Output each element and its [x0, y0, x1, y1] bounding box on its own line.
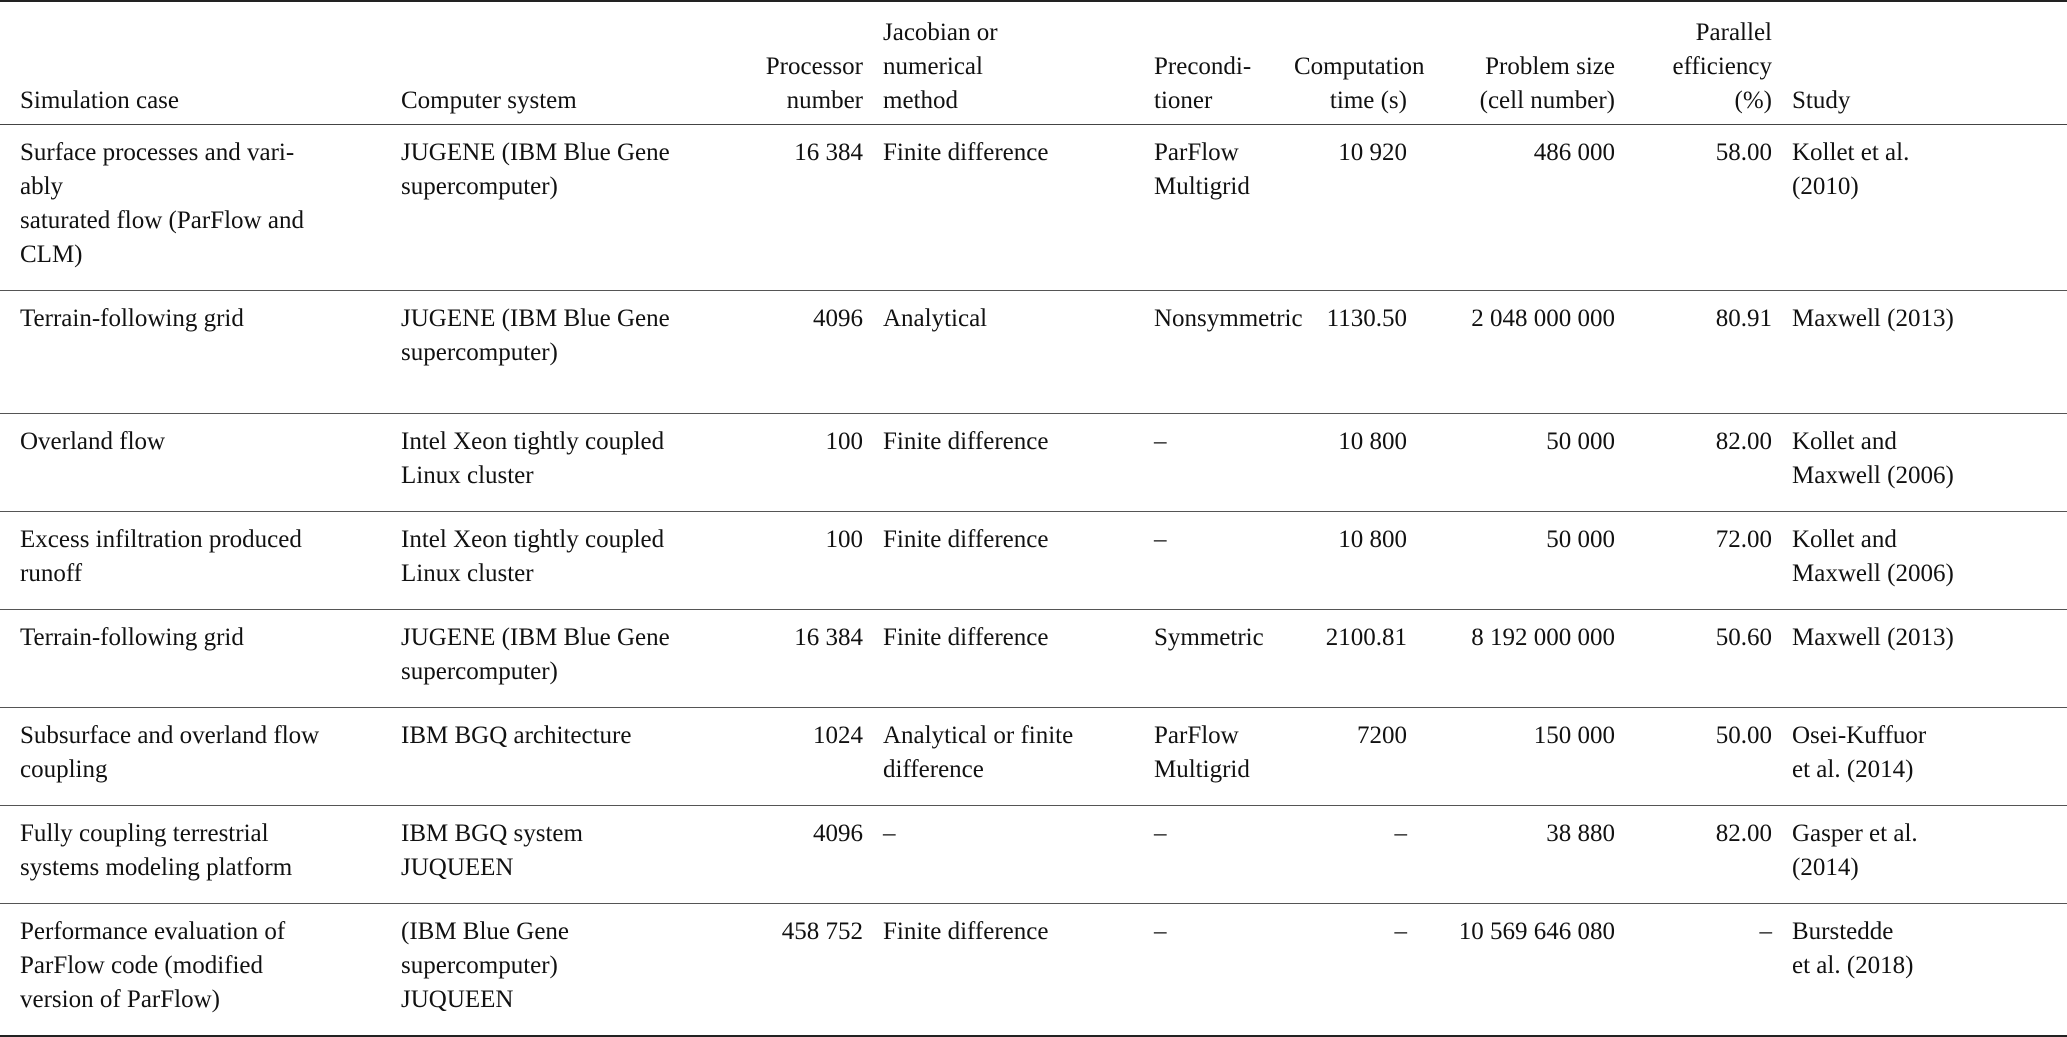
cell-computation-time: 7200 [1357, 721, 1407, 749]
cell-problem-size: 2 048 000 000 [1471, 304, 1615, 332]
cell-processor-number: 4096 [813, 819, 863, 847]
header-study: Study [1792, 86, 1851, 114]
cell-computer-system: IBM BGQ architecture [401, 721, 632, 749]
cell-computer-system: JUGENE (IBM Blue Gene supercomputer) [401, 138, 670, 200]
table-row [0, 609, 2067, 707]
cell-simulation-case: Excess infiltration produced runoff [20, 525, 302, 587]
cell-parallel-efficiency: 80.91 [1715, 304, 1772, 332]
cell-simulation-case: Terrain-following grid [20, 623, 244, 651]
cell-method: Finite difference [883, 138, 1049, 166]
header-method: Jacobian or numerical method [883, 18, 998, 114]
cell-computer-system: (IBM Blue Gene supercomputer) JUQUEEN [401, 917, 570, 1013]
cell-study: Maxwell (2013) [1792, 623, 1954, 651]
header-processor-number: Processor number [765, 52, 863, 114]
cell-preconditioner: ParFlow Multigrid [1154, 721, 1250, 783]
cell-problem-size: 38 880 [1546, 819, 1615, 847]
cell-preconditioner: Nonsymmetric [1154, 304, 1303, 332]
cell-computer-system: IBM BGQ system JUQUEEN [401, 819, 583, 881]
cell-processor-number: 1024 [813, 721, 863, 749]
cell-parallel-efficiency: 72.00 [1715, 525, 1772, 553]
header-parallel-efficiency: Parallel efficiency (%) [1672, 18, 1772, 114]
cell-processor-number: 16 384 [794, 623, 863, 651]
cell-processor-number: 100 [825, 427, 863, 455]
cell-study: Maxwell (2013) [1792, 304, 1954, 332]
cell-processor-number: 458 752 [781, 917, 863, 945]
cell-parallel-efficiency: 50.00 [1715, 721, 1772, 749]
cell-method: Finite difference [883, 427, 1049, 455]
cell-problem-size: 486 000 [1533, 138, 1615, 166]
cell-study: Kollet et al. (2010) [1792, 138, 1910, 200]
table-row [0, 413, 2067, 511]
cell-computation-time: 1130.50 [1326, 304, 1407, 332]
cell-parallel-efficiency: 82.00 [1715, 427, 1772, 455]
cell-computer-system: Intel Xeon tightly coupled Linux cluster [401, 525, 665, 587]
cell-study: Kollet and Maxwell (2006) [1792, 525, 1954, 587]
cell-preconditioner: ParFlow Multigrid [1154, 138, 1250, 200]
table-row [0, 903, 2067, 1036]
cell-study: Kollet and Maxwell (2006) [1792, 427, 1954, 489]
cell-computation-time: 10 800 [1338, 427, 1407, 455]
cell-study: Osei-Kuffuor et al. (2014) [1792, 721, 1927, 783]
header-preconditioner: Precondi- tioner [1154, 52, 1252, 114]
cell-processor-number: 16 384 [794, 138, 863, 166]
header-row [0, 1, 2067, 124]
header-computer-system: Computer system [401, 86, 577, 114]
cell-parallel-efficiency: – [1759, 917, 1772, 945]
cell-parallel-efficiency: 58.00 [1715, 138, 1772, 166]
header-problem-size: Problem size (cell number) [1479, 52, 1615, 114]
cell-problem-size: 50 000 [1546, 427, 1615, 455]
cell-method: Finite difference [883, 917, 1049, 945]
cell-simulation-case: Surface processes and vari- ably saturated flow (ParFlow and CLM) [20, 138, 304, 268]
cell-computation-time: – [1394, 819, 1407, 847]
cell-parallel-efficiency: 50.60 [1715, 623, 1772, 651]
cell-problem-size: 50 000 [1546, 525, 1615, 553]
cell-preconditioner: – [1154, 427, 1167, 455]
cell-computation-time: 10 920 [1338, 138, 1407, 166]
cell-study: Gasper et al. (2014) [1792, 819, 1918, 881]
table-row [0, 805, 2067, 903]
cell-simulation-case: Performance evaluation of ParFlow code (modified version of ParFlow) [20, 917, 286, 1013]
cell-simulation-case: Fully coupling terrestrial systems modeling platform [20, 819, 293, 881]
cell-method: – [883, 819, 896, 847]
header-computation-time: Computation time (s) [1294, 52, 1425, 114]
cell-study: Burstedde et al. (2018) [1792, 917, 1914, 979]
cell-computation-time: 2100.81 [1325, 623, 1407, 651]
cell-computer-system: Intel Xeon tightly coupled Linux cluster [401, 427, 665, 489]
cell-method: Finite difference [883, 623, 1049, 651]
table-row [0, 124, 2067, 290]
cell-simulation-case: Overland flow [20, 427, 166, 455]
cell-method: Analytical [883, 304, 988, 332]
cell-computer-system: JUGENE (IBM Blue Gene supercomputer) [401, 623, 670, 685]
cell-preconditioner: – [1154, 819, 1167, 847]
cell-problem-size: 10 569 646 080 [1458, 917, 1615, 945]
cell-preconditioner: Symmetric [1154, 623, 1264, 651]
table-row [0, 290, 2067, 413]
table-row [0, 707, 2067, 805]
cell-simulation-case: Subsurface and overland flow coupling [20, 721, 320, 783]
cell-problem-size: 150 000 [1533, 721, 1615, 749]
header-simulation-case: Simulation case [20, 86, 179, 114]
cell-computation-time: 10 800 [1338, 525, 1407, 553]
cell-method: Analytical or finite difference [883, 721, 1074, 783]
cell-computation-time: – [1394, 917, 1407, 945]
cell-processor-number: 4096 [813, 304, 863, 332]
cell-processor-number: 100 [825, 525, 863, 553]
cell-computer-system: JUGENE (IBM Blue Gene supercomputer) [401, 304, 670, 366]
cell-parallel-efficiency: 82.00 [1715, 819, 1772, 847]
cell-simulation-case: Terrain-following grid [20, 304, 244, 332]
cell-problem-size: 8 192 000 000 [1471, 623, 1615, 651]
cell-preconditioner: – [1154, 525, 1167, 553]
cell-method: Finite difference [883, 525, 1049, 553]
cell-preconditioner: – [1154, 917, 1167, 945]
table-row [0, 511, 2067, 609]
